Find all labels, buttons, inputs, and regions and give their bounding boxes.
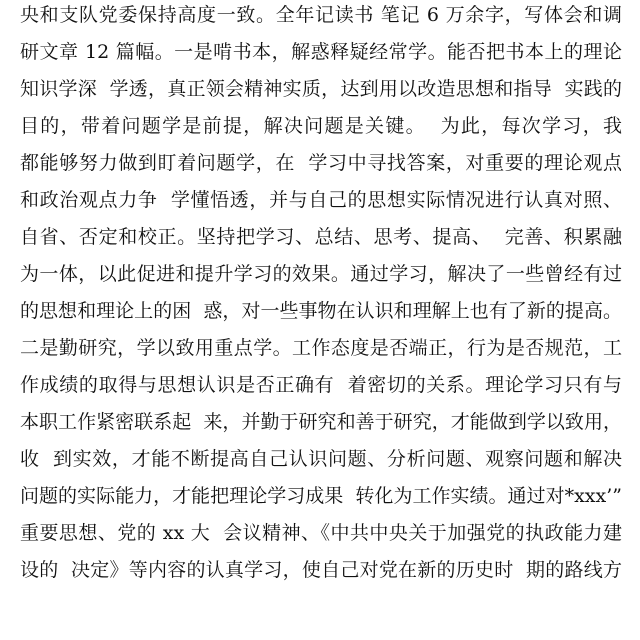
text-line: 的思想和理论上的困 惑，对一些事物在认识和理解上也有了新的提高。 bbox=[20, 300, 622, 322]
text-line: 设的 决定》等内容的认真学习，使自己对党在新的历史时 期的路线方 bbox=[20, 559, 622, 581]
text-line: 和政治观点力争 学懂悟透，并与自己的思想实际情况进行认真对照、 bbox=[20, 189, 622, 211]
text-line: 二是勤研究，学以致用重点学。工作态度是否端正，行为是否规范，工 bbox=[20, 337, 622, 359]
text-line: 自省、否定和校正。坚持把学习、总结、思考、提高、 完善、积累融 bbox=[20, 226, 622, 248]
text-line: 央和支队党委保持高度一致。全年记读书 笔记 6 万余字，写体会和调 bbox=[20, 4, 622, 26]
text-line: 为一体，以此促进和提升学习的效果。通过学习，解决了一些曾经有过 bbox=[20, 263, 622, 285]
text-line: 都能够努力做到盯着问题学，在 学习中寻找答案，对重要的理论观点 bbox=[20, 152, 622, 174]
text-line: 知识学深 学透，真正领会精神实质，达到用以改造思想和指导 实践的 bbox=[20, 78, 622, 100]
text-line: 研文章 12 篇幅。一是啃书本，解惑释疑经常学。能否把书本上的理论 bbox=[20, 41, 622, 63]
text-line: 重要思想、党的 xx 大 会议精神、《中共中央关于加强党的执政能力建 bbox=[20, 522, 622, 544]
text-line: 目的，带着问题学是前提，解决问题是关键。 为此，每次学习，我 bbox=[20, 115, 622, 137]
text-line: 收 到实效，才能不断提高自己认识问题、分析问题、观察问题和解决 bbox=[20, 448, 622, 470]
text-line: 本职工作紧密联系起 来，并勤于研究和善于研究，才能做到学以致用， bbox=[20, 411, 622, 433]
text-line: 问题的实际能力，才能把理论学习成果 转化为工作实绩。通过对*xxx’” bbox=[20, 485, 622, 507]
text-line: 作成绩的取得与思想认识是否正确有 着密切的关系。理论学习只有与 bbox=[20, 374, 622, 396]
